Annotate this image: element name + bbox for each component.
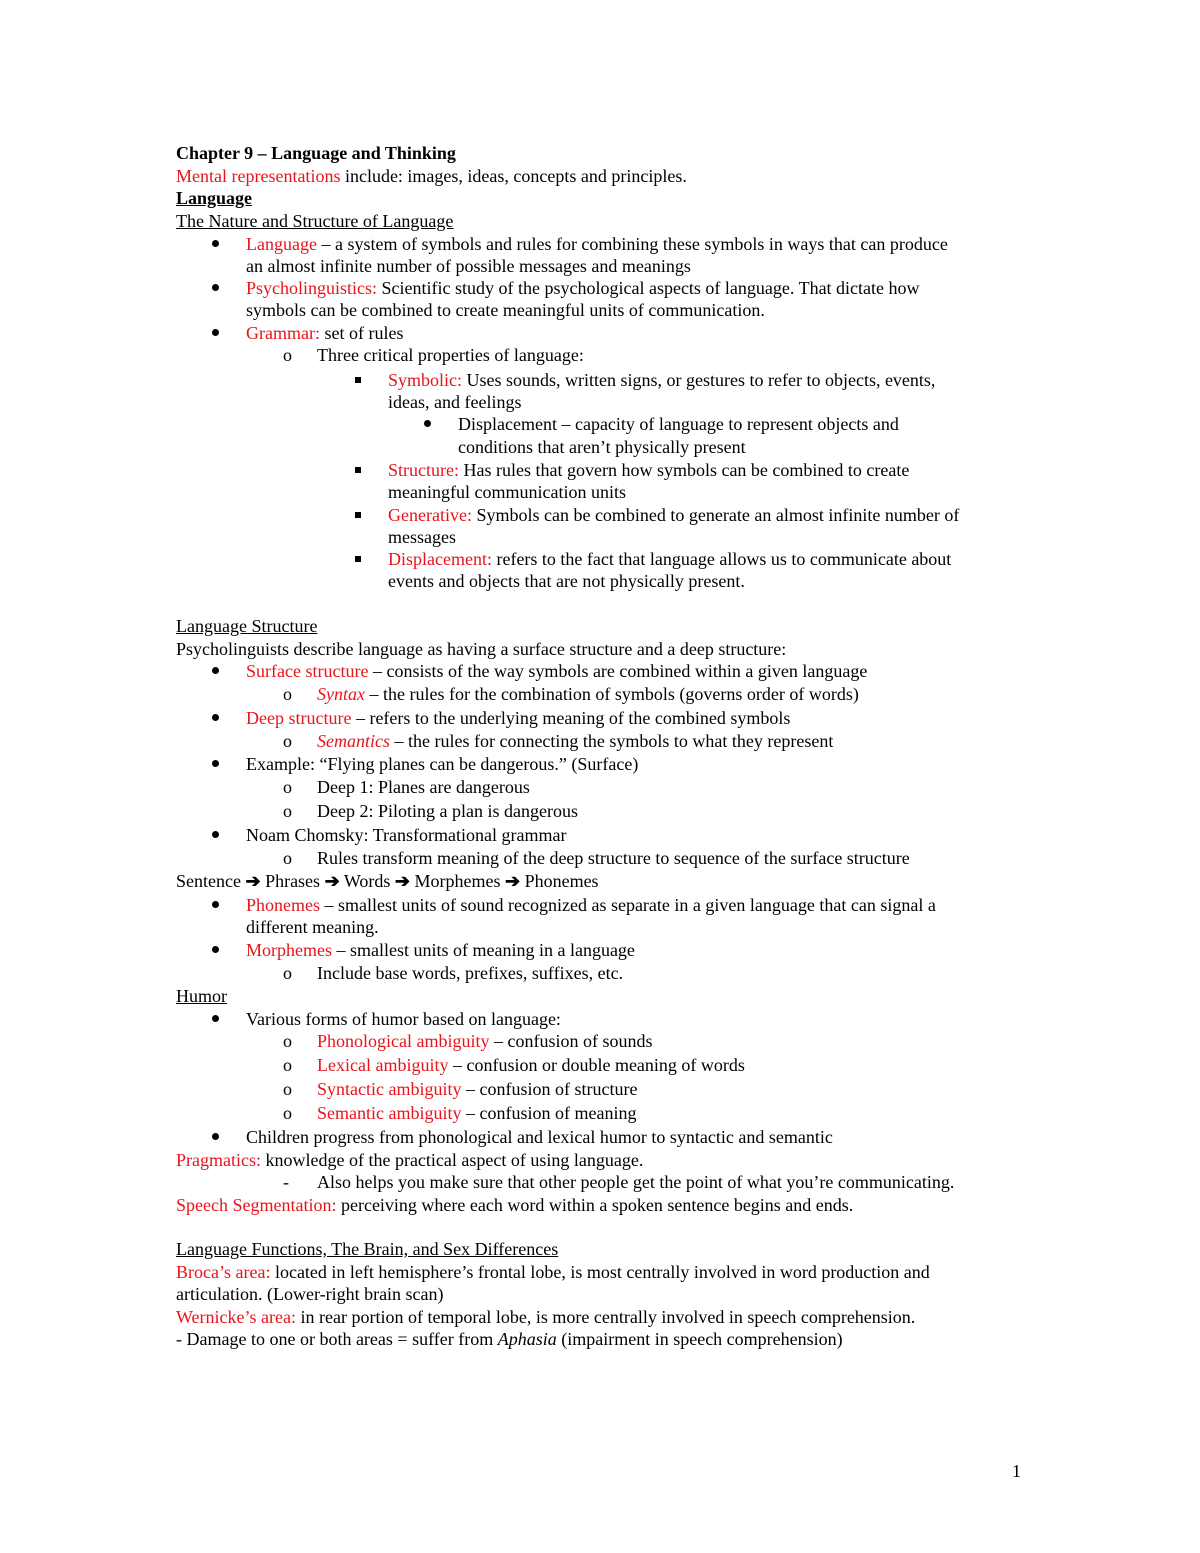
circle-bullet-icon: o	[283, 345, 292, 365]
list-item: Displacement: refers to the fact that language allows us to communicate about	[388, 549, 952, 569]
bullet-icon	[212, 894, 219, 916]
list-item: Surface structure – consists of the way symbols are combined within a given language	[246, 661, 868, 681]
circle-bullet-icon: o	[283, 801, 292, 821]
list-item: Structure: Has rules that govern how symbols can be combined to create	[388, 460, 910, 480]
list-item-continued: an almost infinite number of possible messages and meanings	[246, 256, 691, 276]
circle-bullet-icon: o	[283, 963, 292, 983]
list-item: Phonological ambiguity – confusion of sounds	[317, 1031, 653, 1051]
circle-bullet-icon: o	[283, 1055, 292, 1075]
bullet-icon	[212, 753, 219, 775]
page-number: 1	[1012, 1461, 1021, 1481]
list-item: Syntax – the rules for the combination of symbols (governs order of words)	[317, 684, 859, 704]
arrow-icon: ➔	[245, 871, 261, 891]
list-item-continued: events and objects that are not physically present.	[388, 571, 745, 591]
hierarchy-line: Sentence ➔ Phrases ➔ Words ➔ Morphemes ➔ Phonemes	[176, 871, 599, 891]
list-item: Generative: Symbols can be combined to generate an almost infinite number of	[388, 505, 960, 525]
list-item-continued: meaningful communication units	[388, 482, 626, 502]
list-item: Three critical properties of language:	[317, 345, 584, 365]
paragraph: Speech Segmentation: perceiving where each word within a spoken sentence begins and ends.	[176, 1195, 854, 1215]
list-item: Symbolic: Uses sounds, written signs, or gestures to refer to objects, events,	[388, 370, 936, 390]
list-item: Semantics – the rules for connecting the symbols to what they represent	[317, 731, 834, 751]
list-item: Lexical ambiguity – confusion or double meaning of words	[317, 1055, 745, 1075]
paragraph: Psycholinguists describe language as having a surface structure and a deep structure:	[176, 639, 787, 659]
list-item-continued: symbols can be combined to create meaningful units of communication.	[246, 300, 765, 320]
term: Mental representations	[176, 166, 341, 186]
circle-bullet-icon: o	[283, 777, 292, 797]
bullet-icon	[212, 233, 219, 255]
list-item: Semantic ambiguity – confusion of meaning	[317, 1103, 637, 1123]
circle-bullet-icon: o	[283, 1079, 292, 1099]
list-item: Deep 1: Planes are dangerous	[317, 777, 530, 797]
paragraph: Broca’s area: located in left hemisphere’s frontal lobe, is most centrally involved in word production and	[176, 1262, 930, 1282]
list-item: Syntactic ambiguity – confusion of structure	[317, 1079, 638, 1099]
arrow-icon: ➔	[504, 871, 521, 891]
list-item: Displacement – capacity of language to represent objects and	[458, 414, 899, 434]
list-item: Children progress from phonological and lexical humor to syntactic and semantic	[246, 1127, 833, 1147]
list-item: Example: “Flying planes can be dangerous.” (Surface)	[246, 754, 639, 774]
list-item: Include base words, prefixes, suffixes, etc.	[317, 963, 624, 983]
list-item: Psycholinguistics: Scientific study of the psychological aspects of language. That dictate how	[246, 278, 920, 298]
intro-line: Mental representations include: images, ideas, concepts and principles.	[176, 166, 687, 186]
circle-bullet-icon: o	[283, 848, 292, 868]
list-item: Various forms of humor based on language:	[246, 1009, 561, 1029]
bullet-icon	[212, 322, 219, 344]
square-bullet-icon	[355, 504, 361, 526]
bullet-icon	[424, 413, 431, 435]
arrow-icon: ➔	[324, 871, 340, 891]
list-item-continued: messages	[388, 527, 456, 547]
circle-bullet-icon: o	[283, 731, 292, 751]
list-item: Also helps you make sure that other people get the point of what you’re communicating.	[317, 1172, 955, 1192]
list-item: Noam Chomsky: Transformational grammar	[246, 825, 567, 845]
subheading-nature: The Nature and Structure of Language	[176, 211, 454, 231]
bullet-icon	[212, 707, 219, 729]
dash-bullet-icon: -	[283, 1172, 289, 1192]
list-item: Phonemes – smallest units of sound recognized as separate in a given language that can signal a	[246, 895, 936, 915]
bullet-icon	[212, 660, 219, 682]
paragraph: - Damage to one or both areas = suffer from Aphasia (impairment in speech comprehension)	[176, 1329, 843, 1349]
list-item-continued: ideas, and feelings	[388, 392, 522, 412]
list-item: Deep 2: Piloting a plan is dangerous	[317, 801, 578, 821]
section-heading-language: Language	[176, 188, 253, 208]
bullet-icon	[212, 1008, 219, 1030]
subheading-functions: Language Functions, The Brain, and Sex Differences	[176, 1239, 559, 1259]
bullet-icon	[212, 939, 219, 961]
bullet-icon	[212, 824, 219, 846]
list-item: Language – a system of symbols and rules for combining these symbols in ways that can produce	[246, 234, 948, 254]
circle-bullet-icon: o	[283, 1103, 292, 1123]
subheading-humor: Humor	[176, 986, 227, 1006]
list-item: Morphemes – smallest units of meaning in a language	[246, 940, 635, 960]
bullet-icon	[212, 1126, 219, 1148]
paragraph-continued: articulation. (Lower-right brain scan)	[176, 1284, 444, 1304]
paragraph: Pragmatics: knowledge of the practical aspect of using language.	[176, 1150, 644, 1170]
arrow-icon: ➔	[394, 871, 410, 891]
square-bullet-icon	[355, 369, 361, 391]
circle-bullet-icon: o	[283, 684, 292, 704]
circle-bullet-icon: o	[283, 1031, 292, 1051]
list-item-continued: conditions that aren’t physically present	[458, 437, 746, 457]
list-item: Rules transform meaning of the deep structure to sequence of the surface structure	[317, 848, 910, 868]
list-item: Grammar: set of rules	[246, 323, 404, 343]
paragraph: Wernicke’s area: in rear portion of temporal lobe, is more centrally involved in speech comprehension.	[176, 1307, 916, 1327]
square-bullet-icon	[355, 459, 361, 481]
bullet-icon	[212, 277, 219, 299]
list-item: Deep structure – refers to the underlying meaning of the combined symbols	[246, 708, 791, 728]
list-item-continued: different meaning.	[246, 917, 379, 937]
square-bullet-icon	[355, 548, 361, 570]
subheading-structure: Language Structure	[176, 616, 318, 636]
chapter-title: Chapter 9 – Language and Thinking	[176, 143, 456, 163]
